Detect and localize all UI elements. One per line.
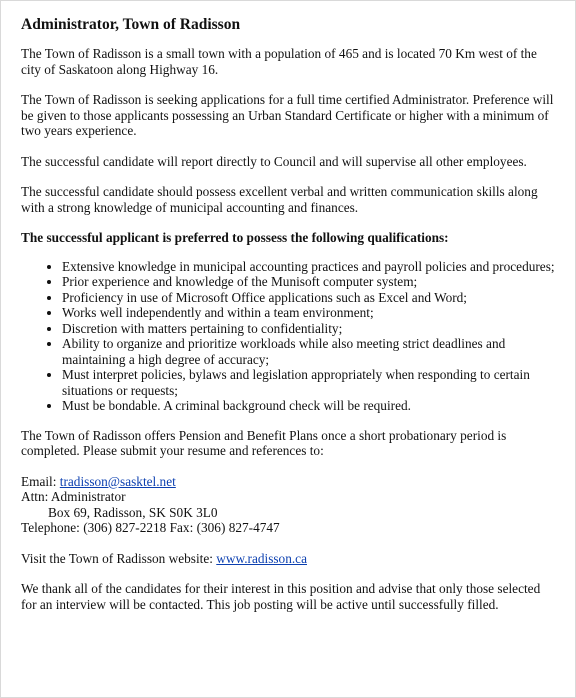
address-line: Box 69, Radisson, SK S0K 3L0 bbox=[48, 504, 218, 520]
report-paragraph: The successful candidate will report directly to Council and will supervise all other employees. bbox=[21, 153, 527, 169]
page-title: Administrator, Town of Radisson bbox=[21, 16, 241, 33]
job-posting bbox=[21, 16, 555, 627]
qualifications-list bbox=[21, 259, 555, 414]
list-item: • Prior experience and knowledge of the Munisoft computer system; bbox=[62, 274, 555, 290]
list-item: • Must be bondable. A criminal background check will be required. bbox=[62, 398, 555, 414]
website-label: Visit the Town of Radisson website: bbox=[21, 550, 217, 566]
benefits-paragraph: The Town of Radisson offers Pension and Benefit Plans once a short probationary period is completed. Please submit your resume and references to: bbox=[21, 427, 507, 458]
website-paragraph bbox=[21, 551, 555, 567]
email-label: Email: bbox=[21, 473, 60, 489]
intro-paragraph: The Town of Radisson is a small town with a population of 465 and is located 70 Km west of the city of Saskatoon along Highway 16. bbox=[21, 46, 537, 77]
list-item: • Extensive knowledge in municipal accounting practices and payroll policies and procedures; bbox=[62, 259, 555, 275]
list-item: • Works well independently and within a team environment; bbox=[62, 305, 555, 321]
qualifications-heading: The successful applicant is preferred to possess the following qualifications: bbox=[21, 230, 449, 245]
email-link[interactable]: tradisson@sasktel.net bbox=[59, 473, 176, 489]
attn-line: Attn: Administrator bbox=[21, 489, 126, 504]
list-item: • Ability to organize and prioritize workloads while also meeting strict deadlines and maintaining a high degree of accuracy; bbox=[62, 336, 555, 367]
contact-block bbox=[21, 474, 555, 536]
skills-paragraph: The successful candidate should possess excellent verbal and written communication skills along with a strong knowledge of municipal accounting and finances. bbox=[21, 184, 538, 215]
list-item: • Proficiency in use of Microsoft Office applications such as Excel and Word; bbox=[62, 290, 555, 306]
website-link[interactable]: www.radisson.ca bbox=[216, 550, 307, 566]
email-line bbox=[21, 474, 555, 490]
seeking-paragraph: The Town of Radisson is seeking applications for a full time certified Administrator. Preference will be given to those applicants possessing an Urban Standard Certificate or higher with a minimum of two years experience. bbox=[21, 92, 554, 138]
closing-paragraph: We thank all of the candidates for their interest in this position and advise that only those selected for an interview will be contacted. This job posting will be active until successfully filled. bbox=[21, 581, 541, 612]
list-item: • Discretion with matters pertaining to confidentiality; bbox=[62, 321, 555, 337]
phone-line: Telephone: (306) 827-2218 Fax: (306) 827-4747 bbox=[21, 520, 280, 535]
list-item: • Must interpret policies, bylaws and legislation appropriately when responding to certain situations or requests; bbox=[62, 367, 555, 398]
